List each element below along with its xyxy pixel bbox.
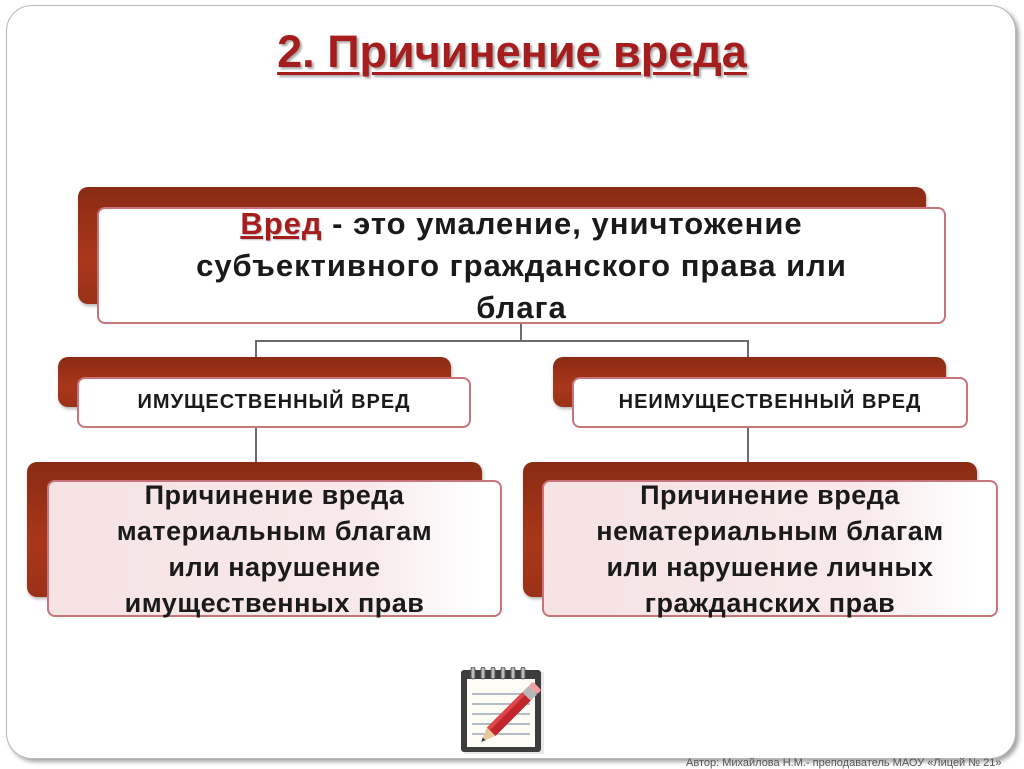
- definition-text: [196, 203, 847, 329]
- category-left-box: [77, 377, 471, 428]
- definition-term: Вред: [240, 205, 323, 241]
- description-left-line-1: Причинение вреда: [144, 479, 405, 510]
- page-title: [0, 26, 1024, 78]
- description-left-line-2: материальным благам: [116, 515, 433, 546]
- definition-line-2: субъективного гражданского права или: [196, 247, 847, 283]
- description-left-line-3: или нарушение: [168, 551, 381, 582]
- description-right-text: [596, 477, 943, 621]
- title-text: 2. Причинение вреда: [277, 26, 747, 77]
- notepad-pencil-icon: [461, 667, 547, 755]
- description-right-line-3: или нарушение личных: [606, 551, 934, 582]
- description-right-line-1: Причинение вреда: [640, 479, 900, 510]
- definition-line-3: блага: [476, 289, 567, 325]
- description-left-box: [47, 480, 502, 617]
- description-right-line-2: нематериальным благам: [596, 515, 944, 546]
- definition-box: [97, 207, 946, 324]
- connector-right-lower: [747, 428, 749, 464]
- category-left-label: ИМУЩЕСТВЕННЫЙ ВРЕД: [137, 391, 411, 413]
- category-right-label: НЕИМУЩЕСТВЕННЫЙ ВРЕД: [618, 391, 922, 413]
- description-left-line-4: имущественных прав: [124, 587, 425, 618]
- author-credit: Автор: Михайлова Н.М.- преподаватель МАОУ «Лицей № 21»: [686, 757, 1002, 769]
- category-right-box: [572, 377, 968, 428]
- description-left-text: [117, 477, 432, 621]
- connector-left-lower: [255, 428, 257, 464]
- definition-line-1: - это умаление, уничтожение: [322, 205, 803, 241]
- description-right-line-4: гражданских прав: [644, 587, 896, 618]
- connector-branch: [255, 340, 749, 342]
- description-right-box: [542, 480, 998, 617]
